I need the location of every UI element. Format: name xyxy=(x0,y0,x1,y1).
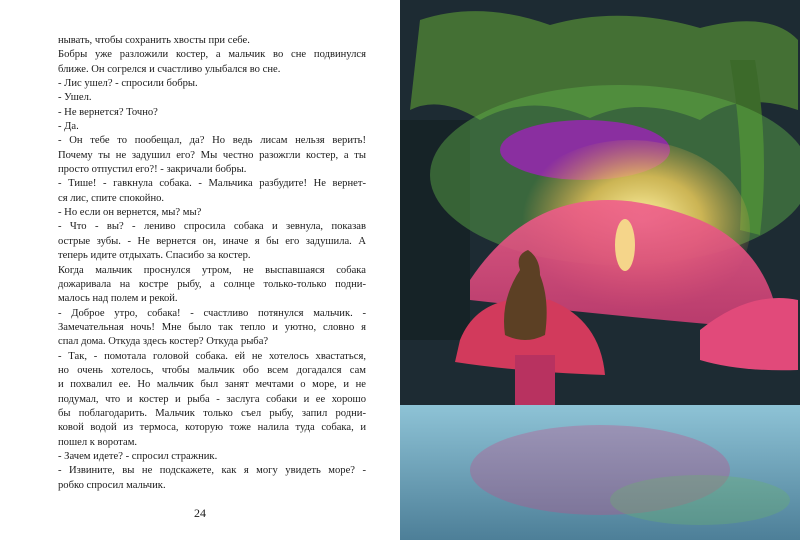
text-line: но очень хотелось, чтобы мальчик обо всем догадался сам xyxy=(58,364,366,376)
text-line: подумал, что и костер и рыба - заслуга собаки и ее хорошо xyxy=(58,393,366,405)
text-line: - Ушел. xyxy=(58,92,92,104)
text-line: - Доброе утро, собака! - счастливо потянулся мальчик. - xyxy=(58,307,366,319)
text-line: ся лис, спите спокойно. xyxy=(58,192,165,204)
text-line: теперь идите отдыхать. Спасибо за костер. xyxy=(58,250,251,262)
text-line: ковой водой из термоса, которую тоже налила туда собака, и xyxy=(58,422,366,434)
page-number: 24 xyxy=(194,506,206,520)
text-line: - Но если он вернется, мы? мы? xyxy=(58,207,202,219)
text-line: - Не вернется? Точно? xyxy=(58,106,158,118)
text-line: - Так, - помотала головой собака. ей не хотелось хвастаться, xyxy=(58,350,366,362)
water-reflection-green xyxy=(610,475,790,525)
text-line: - Зачем идете? - спросил стражник. xyxy=(58,450,218,462)
text-line: - Извините, вы не подскажете, как я могу увидеть море? - xyxy=(58,465,366,477)
text-line: - Тише! - гавкнула собака. - Мальчика разбудите! Не вернет- xyxy=(58,178,366,190)
text-line: - Да. xyxy=(58,121,79,133)
illustration xyxy=(400,0,800,540)
text-line: бы поблагодарить. Мальчик только съел рыбу, запил родни- xyxy=(58,407,366,419)
story-text xyxy=(58,34,366,493)
text-line: ближе. Он согрелся и счастливо улыбался во сне. xyxy=(58,63,281,75)
text-line: спал дома. Откуда здесь костер? Откуда рыба? xyxy=(58,336,269,348)
text-line: Бобры уже разложили костер, а мальчик во сне подвинулся xyxy=(58,49,366,61)
text-line: просто отпустил его?! - закричали бобры. xyxy=(58,164,247,176)
campfire-figure xyxy=(615,219,635,271)
text-line: нывать, чтобы сохранить хвосты при себе. xyxy=(58,35,250,46)
text-line: острые зубы. - Не вернется он, иначе я бы его задушила. А xyxy=(58,235,366,247)
text-line: - Он тебе то пообещал, да? Но ведь лисам нельзя верить! xyxy=(58,135,366,147)
text-line: - Лис ушел? - спросили бобры. xyxy=(58,78,198,90)
text-line: Когда мальчик проснулся утром, не выспавшаяся собака xyxy=(58,264,366,276)
illustration-page xyxy=(400,0,800,540)
text-line: малось над полем и рекой. xyxy=(58,293,178,305)
text-line: пошел к воротам. xyxy=(58,436,138,448)
mushroom-stem xyxy=(515,355,555,410)
text-line: и похвалил ее. Но мальчик был занят мечтами о море, и не xyxy=(58,379,366,391)
text-line: Замечательная ночь! Мне было так тепло и уютно, словно я xyxy=(58,321,366,333)
text-line: Почему ты не задушил его? Мы честно разожгли костер, а ты xyxy=(58,149,366,161)
text-line: - Что - вы? - лениво спросила собака и зевнула, показав xyxy=(58,221,366,233)
text-line: робко спросил мальчик. xyxy=(58,479,166,491)
text-line: дожаривала на костре рыбу, а солнце только-только подни- xyxy=(58,278,366,290)
